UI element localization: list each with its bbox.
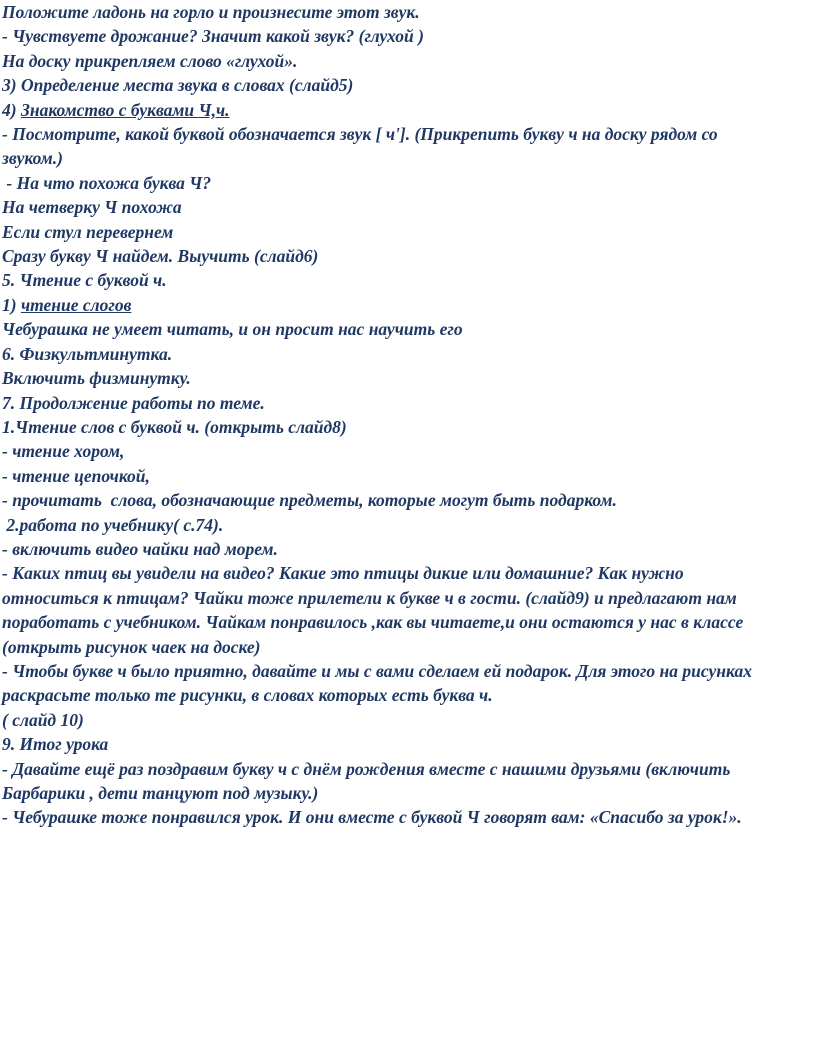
underlined-text: Знакомство с буквами Ч,ч. bbox=[20, 99, 230, 120]
text-line bbox=[2, 635, 810, 659]
text-line bbox=[2, 439, 810, 463]
text-line bbox=[2, 293, 810, 317]
text-line bbox=[2, 805, 810, 829]
text-segment: 9. Итог урока bbox=[2, 734, 109, 755]
text-segment: раскрасьте только те рисунки, в словах которых есть буква ч. bbox=[2, 685, 493, 706]
text-segment: - Чувствуете дрожание? Значит какой звук? (глухой ) bbox=[2, 26, 424, 47]
text-line bbox=[2, 366, 810, 390]
text-line bbox=[2, 757, 810, 781]
text-segment: 3) Определение места звука в словах (слайд5) bbox=[2, 75, 354, 96]
text-line bbox=[2, 464, 810, 488]
text-line bbox=[2, 561, 810, 585]
text-line bbox=[2, 268, 810, 292]
text-segment: относиться к птицам? Чайки тоже прилетели к букве ч в гости. (слайд9) и предлагают нам bbox=[2, 587, 737, 608]
text-segment: На доску прикрепляем слово «глухой». bbox=[2, 50, 298, 71]
text-segment: - На что похожа буква Ч? bbox=[2, 172, 212, 193]
text-line bbox=[2, 220, 810, 244]
text-line bbox=[2, 415, 810, 439]
text-segment: - чтение хором, bbox=[2, 441, 125, 462]
text-line bbox=[2, 683, 810, 707]
text-segment: 7. Продолжение работы по теме. bbox=[2, 392, 265, 413]
text-line bbox=[2, 171, 810, 195]
text-segment: - прочитать слова, обозначающие предметы, которые могут быть подарком. bbox=[2, 490, 617, 511]
text-segment: - Чтобы букве ч было приятно, давайте и мы с вами сделаем ей подарок. Для этого на рисунках bbox=[2, 660, 752, 681]
text-line bbox=[2, 537, 810, 561]
text-line bbox=[2, 98, 810, 122]
text-segment: Положите ладонь на горло и произнесите этот звук. bbox=[2, 2, 420, 22]
text-segment: Включить физминутку. bbox=[2, 368, 191, 389]
text-segment: Чебурашка не умеет читать, и он просит нас научить его bbox=[2, 319, 463, 340]
text-segment: ( слайд 10) bbox=[2, 709, 84, 730]
text-line bbox=[2, 708, 810, 732]
text-line bbox=[2, 244, 810, 268]
text-segment: Барбарики , дети танцуют под музыку.) bbox=[2, 783, 319, 803]
text-line bbox=[2, 781, 810, 805]
text-segment: 4) bbox=[2, 99, 21, 120]
text-line bbox=[2, 0, 810, 24]
text-line bbox=[2, 488, 810, 512]
text-line bbox=[2, 391, 810, 415]
text-segment: 5. Чтение с буквой ч. bbox=[2, 270, 167, 291]
text-segment: Сразу букву Ч найдем. Выучить (слайд6) bbox=[2, 246, 319, 267]
text-line bbox=[2, 732, 810, 756]
text-segment: На четверку Ч похожа bbox=[2, 197, 182, 218]
text-line bbox=[2, 659, 810, 683]
text-line bbox=[2, 610, 810, 634]
text-segment: - Посмотрите, какой буквой обозначается звук [ ч']. (Прикрепить букву ч на доску рядом со bbox=[2, 124, 718, 145]
text-line bbox=[2, 513, 810, 537]
text-line bbox=[2, 586, 810, 610]
text-line bbox=[2, 317, 810, 341]
text-segment: - Давайте ещё раз поздравим букву ч с днём рождения вместе с нашими друзьями (включить bbox=[2, 758, 731, 779]
text-segment: - включить видео чайки над морем. bbox=[2, 538, 278, 559]
text-line bbox=[2, 146, 810, 170]
text-line bbox=[2, 24, 810, 48]
text-segment: - чтение цепочкой, bbox=[2, 465, 150, 486]
text-segment: - Каких птиц вы увидели на видео? Какие это птицы дикие или домашние? Как нужно bbox=[2, 563, 684, 584]
text-segment: 6. Физкультминутка. bbox=[2, 343, 173, 364]
text-line bbox=[2, 342, 810, 366]
text-segment: 2.работа по учебнику( с.74). bbox=[2, 514, 224, 535]
text-segment: - Чебурашке тоже понравился урок. И они вместе с буквой Ч говорят вам: «Спасибо за урок!». bbox=[2, 807, 742, 828]
text-line bbox=[2, 49, 810, 73]
text-line bbox=[2, 195, 810, 219]
text-line bbox=[2, 73, 810, 97]
text-segment: 1) bbox=[2, 294, 21, 315]
text-segment: звуком.) bbox=[2, 148, 63, 169]
text-segment: Если стул перевернем bbox=[2, 221, 174, 242]
underlined-text: чтение слогов bbox=[20, 294, 132, 315]
text-segment: (открыть рисунок чаек на доске) bbox=[2, 636, 261, 657]
text-segment: 1.Чтение слов с буквой ч. (открыть слайд8) bbox=[2, 416, 347, 437]
text-segment: поработать с учебником. Чайкам понравилось ,как вы читаете,и они остаются у нас в классе bbox=[2, 612, 744, 633]
text-line bbox=[2, 122, 810, 146]
